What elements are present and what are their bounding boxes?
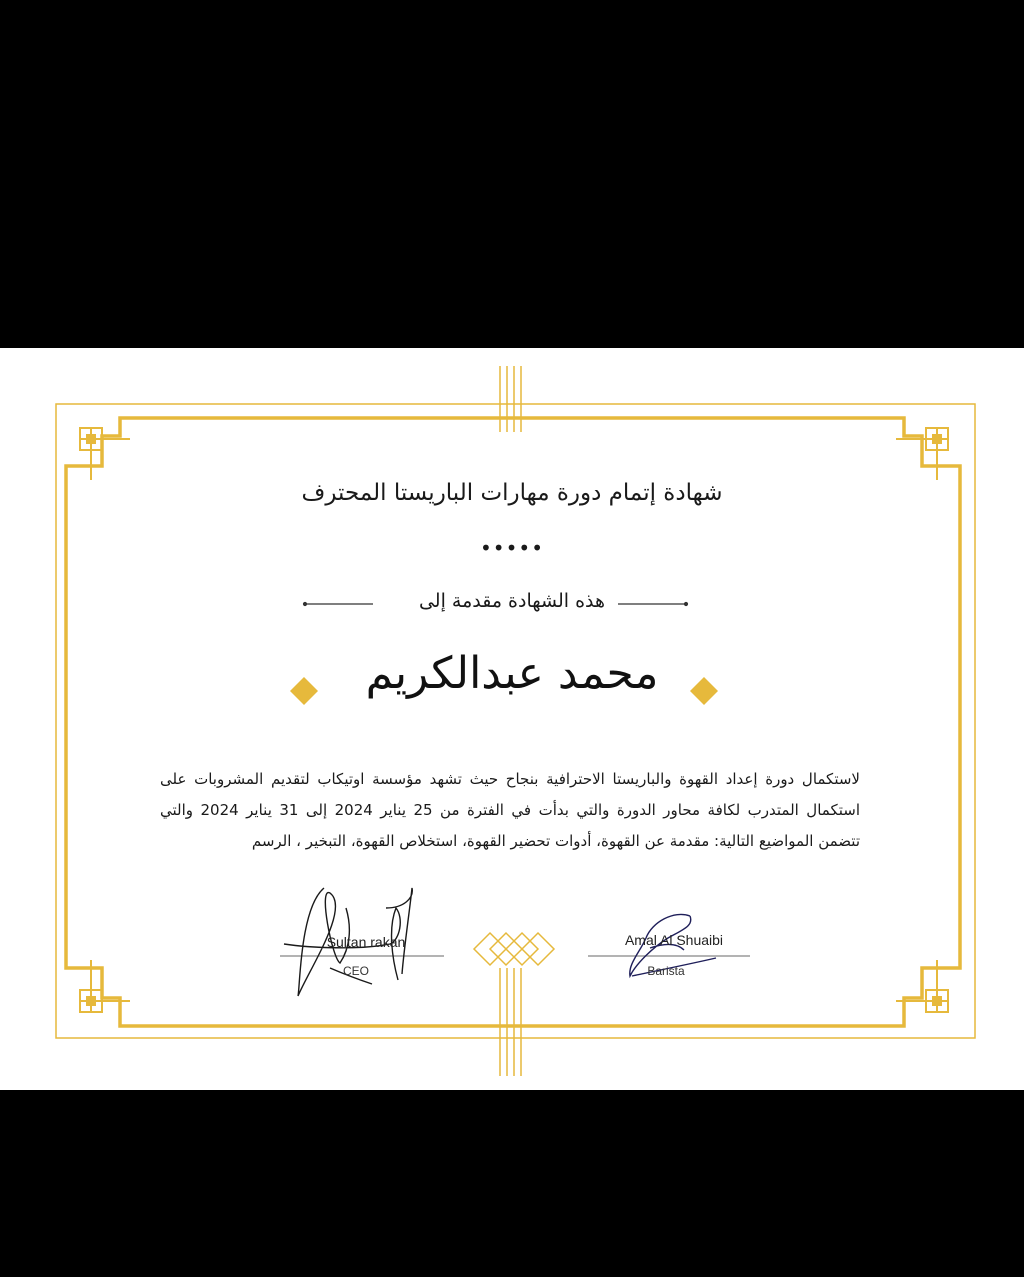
signature-left-role: CEO xyxy=(342,964,369,978)
certificate-frame xyxy=(0,348,1024,1090)
signature-left-name: Sultan rakan xyxy=(326,934,406,950)
top-black-bar xyxy=(0,0,1024,348)
signature-right-name: Amal Al Shuaibi xyxy=(624,932,724,948)
recipient-name: محمد عبدالكريم xyxy=(365,648,659,699)
certificate xyxy=(0,348,1024,1090)
presented-to-row xyxy=(0,590,1024,620)
certificate-title: شهادة إتمام دورة مهارات الباريستا المحترف xyxy=(301,480,723,506)
bottom-center-ornament xyxy=(474,933,554,1076)
certificate-body: لاستكمال دورة إعداد القهوة والباريستا الاحترافية بنجاح حيث تشهد مؤسسة اوتيكاب لتقديم المشروبات على استكمال المتدرب لكافة محاور الدورة والتي بدأت في الفترة من 25 يناير 2024 إلى 31 يناير 2024 والتي تتضمن المواضيع التالية: مقدمة عن القهوة، أدوات تحضير القهوة، استخلاص القهوة، التبخير ، الرسم xyxy=(160,770,860,850)
inner-border xyxy=(66,418,960,1026)
decorative-dots: ••••• xyxy=(480,536,544,560)
signature-right-role: Barista xyxy=(647,964,685,978)
bottom-black-bar xyxy=(0,1090,1024,1277)
presented-to-text: هذه الشهادة مقدمة إلى xyxy=(418,590,606,612)
top-center-lines xyxy=(500,366,521,432)
